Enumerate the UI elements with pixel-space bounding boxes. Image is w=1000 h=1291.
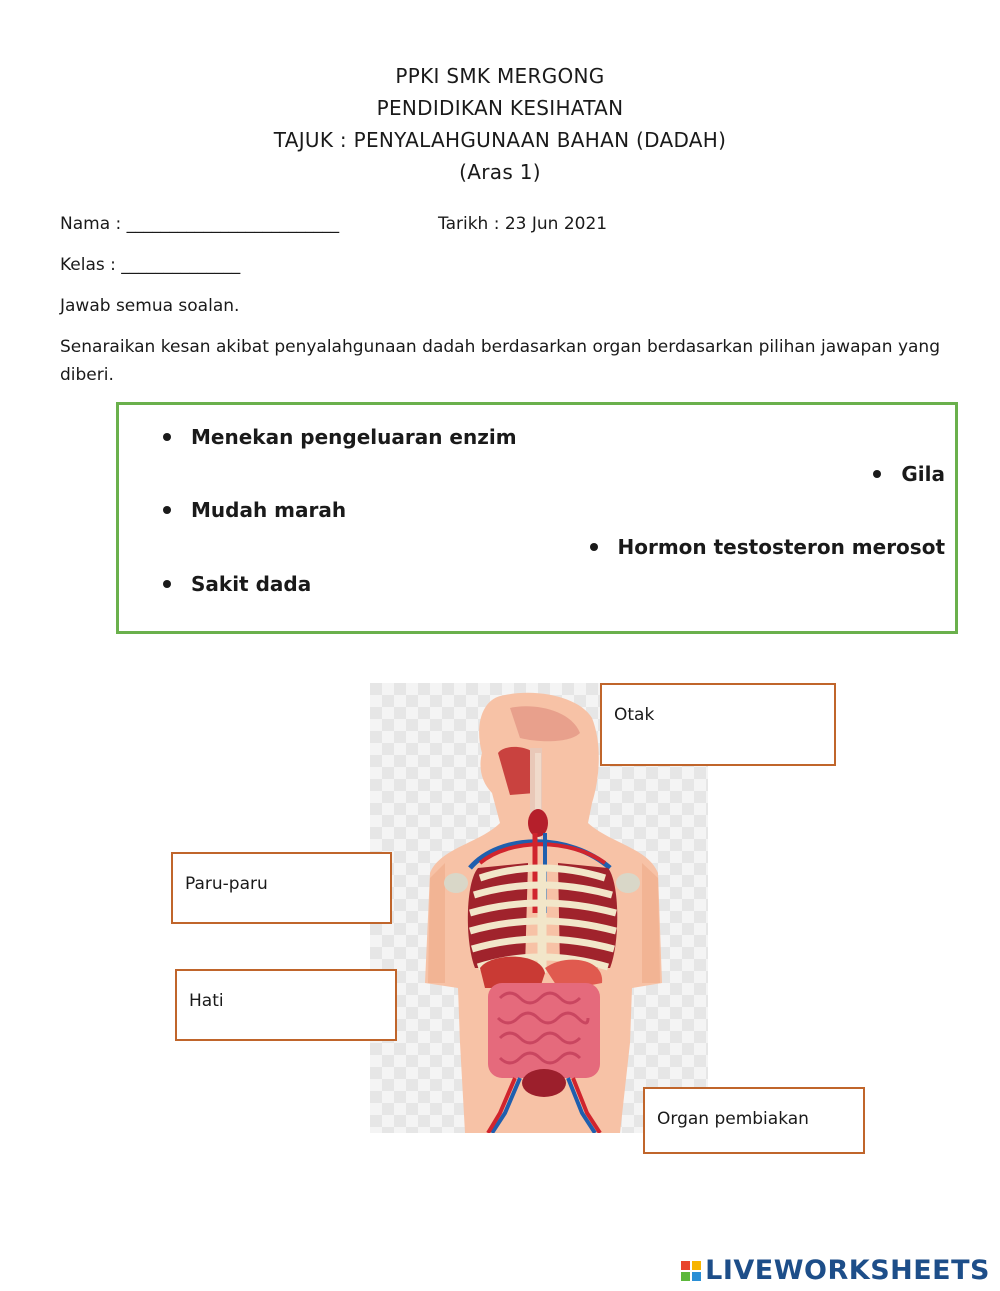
date-field: Tarikh : 23 Jun 2021 [438, 214, 608, 234]
bullet-icon [163, 506, 171, 514]
liveworksheets-logo-text: LIVEWORKSHEETS [705, 1255, 990, 1286]
bullet-icon [163, 580, 171, 588]
bullet-icon [590, 543, 598, 551]
option-sakit-dada[interactable]: Sakit dada [163, 572, 311, 596]
option-mudah-marah[interactable]: Mudah marah [163, 498, 346, 522]
subject-title: PENDIDIKAN KESIHATAN [376, 96, 624, 120]
bullet-icon [873, 470, 881, 478]
organ-box-hati[interactable] [175, 969, 397, 1041]
class-field: Kelas : ______________ [60, 255, 241, 275]
bullet-icon [163, 433, 171, 441]
liveworksheets-logo-icon [681, 1261, 701, 1281]
organ-label-otak: Otak [614, 705, 655, 725]
topic-title: TAJUK : PENYALAHGUNAAN BAHAN (DADAH) [273, 128, 727, 152]
school-name: PPKI SMK MERGONG [395, 64, 605, 88]
organ-label-hati: Hati [189, 991, 224, 1011]
organ-box-otak[interactable] [600, 683, 836, 766]
organ-label-paru-paru: Paru-paru [185, 874, 268, 894]
instruction-list-effects: Senaraikan kesan akibat penyalahgunaan dadah berdasarkan organ berdasarkan pilihan jawapan yang diberi. [60, 337, 940, 385]
organ-label-pembiakan: Organ pembiakan [657, 1109, 809, 1129]
answer-options-box [116, 402, 958, 634]
organ-box-pembiakan[interactable] [643, 1087, 865, 1154]
instruction-answer-all: Jawab semua soalan. [60, 296, 240, 316]
option-enzim[interactable]: Menekan pengeluaran enzim [163, 425, 517, 449]
worksheet-header [0, 60, 1000, 188]
name-field: Nama : _________________________ [60, 214, 340, 234]
liveworksheets-logo [681, 1255, 990, 1286]
organ-box-paru-paru[interactable] [171, 852, 392, 924]
option-gila[interactable]: Gila [873, 462, 945, 486]
option-hormon[interactable]: Hormon testosteron merosot [590, 535, 946, 559]
level-label: (Aras 1) [459, 160, 541, 184]
